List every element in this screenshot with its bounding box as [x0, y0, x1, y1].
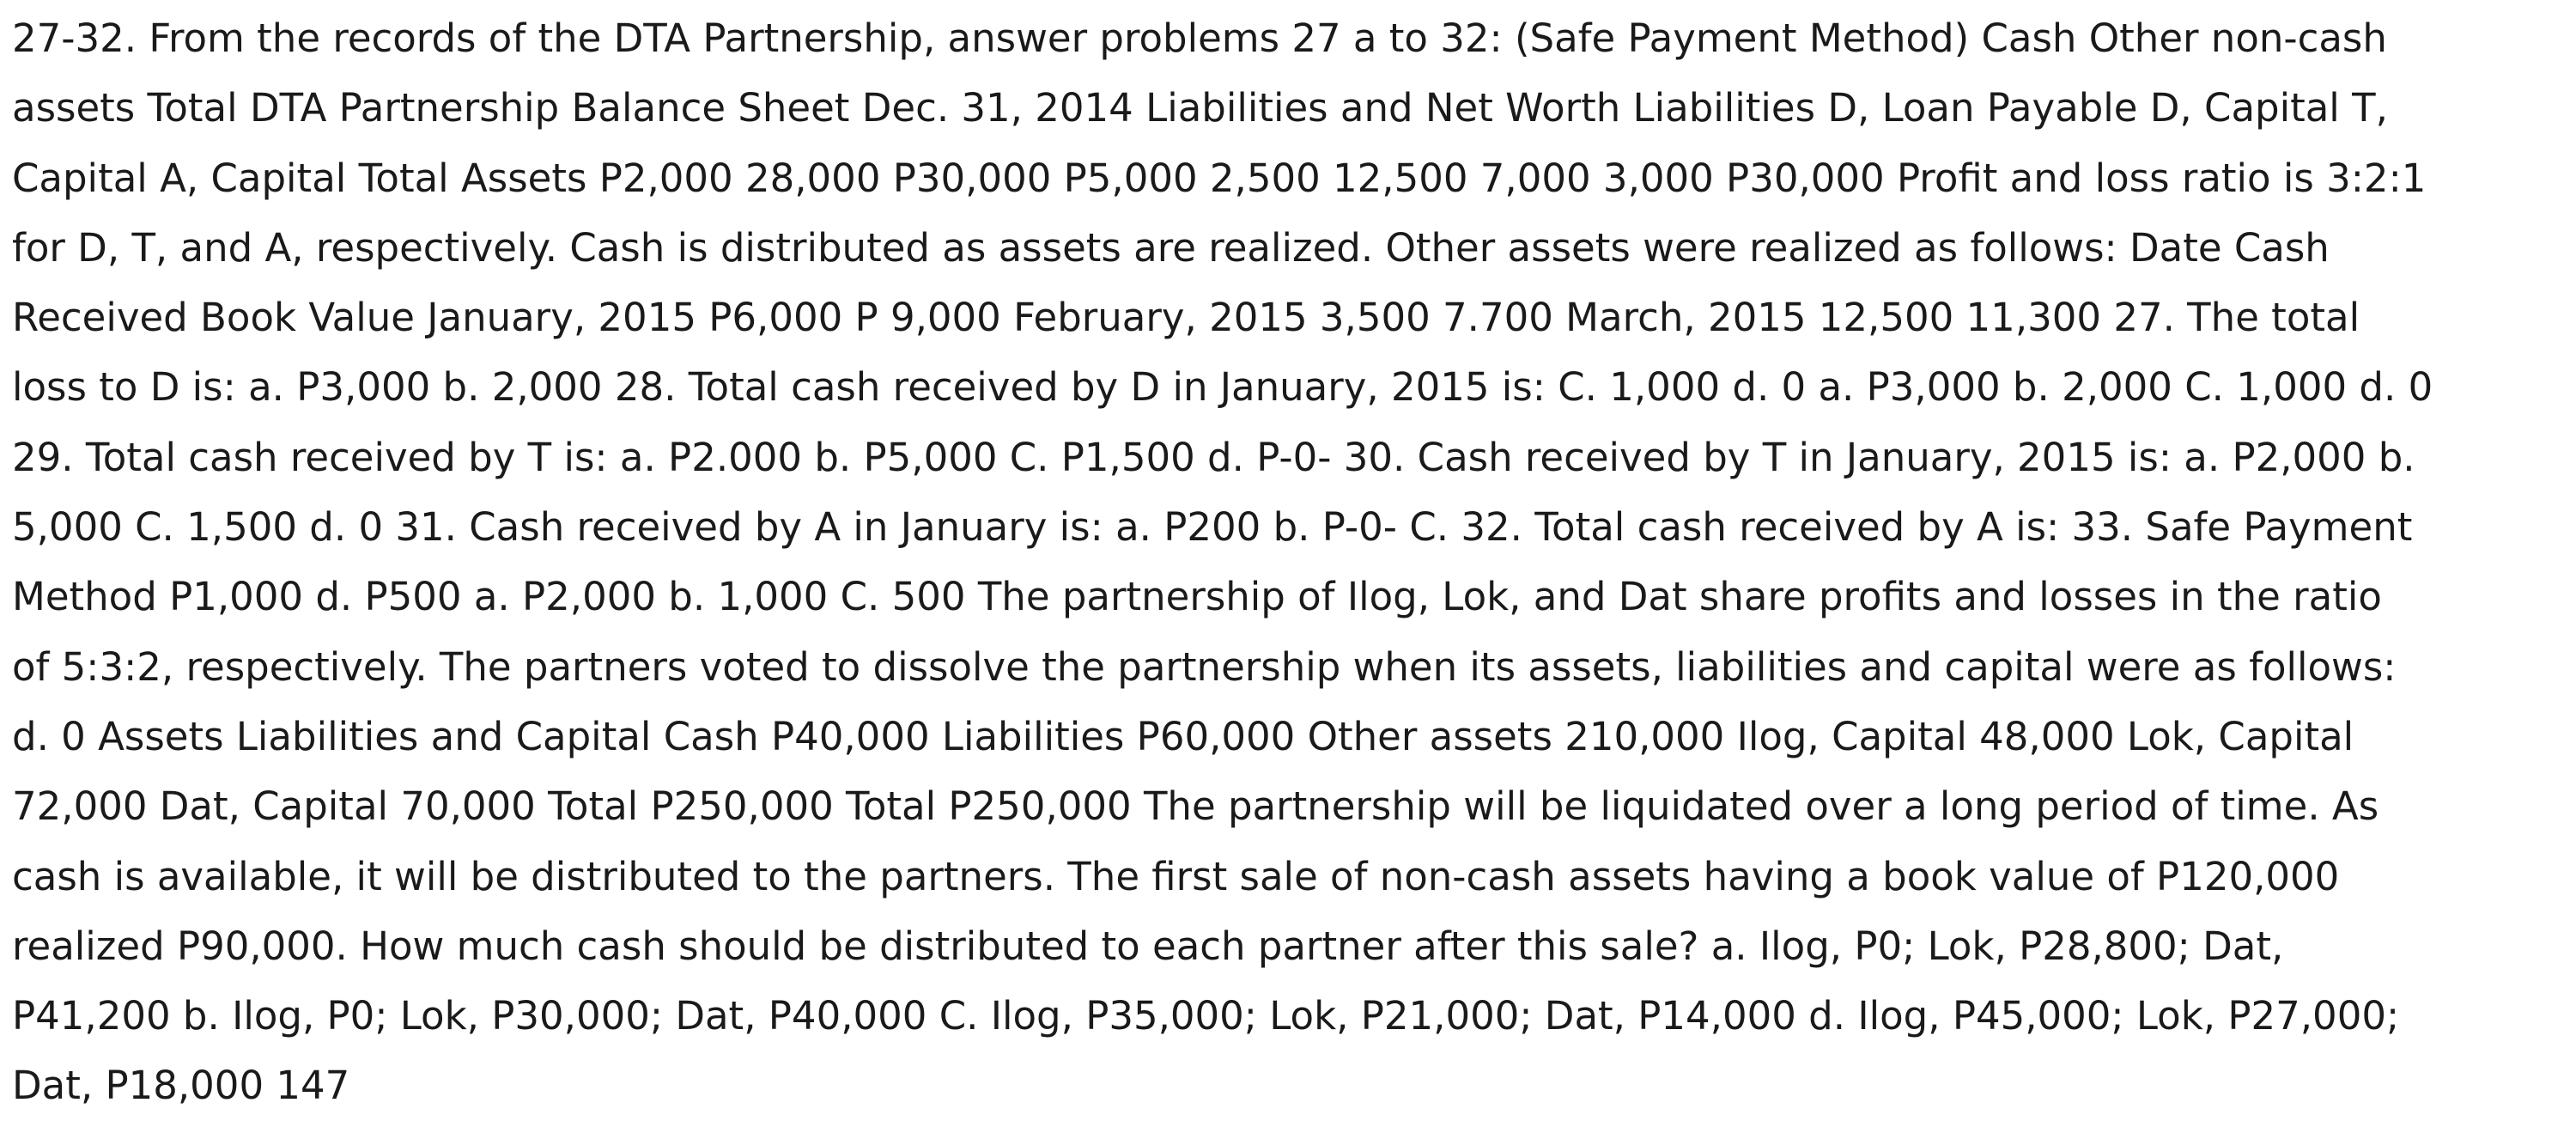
text-line-4: for D, T, and A, respectively. Cash is distributed as assets are realized. Other assets were realized as follows: Date Cash	[12, 224, 2330, 271]
text-line-11: d. 0 Assets Liabilities and Capital Cash P40,000 Liabilities P60,000 Other assets 210,000 Ilog, Capital 48,000 Lok, Capital	[12, 713, 2354, 759]
text-line-9: Method P1,000 d. P500 a. P2,000 b. 1,000 C. 500 The partnership of Ilog, Lok, and Dat share profits and losses in the ratio	[12, 574, 2382, 620]
text-line-16: Dat, P18,000 147	[12, 1063, 350, 1109]
text-line-2: assets Total DTA Partnership Balance Sheet Dec. 31, 2014 Liabilities and Net Worth Liabilities D, Loan Payable D, Capital T,	[12, 85, 2388, 131]
text-line-14: realized P90,000. How much cash should be distributed to each partner after this sale? a. Ilog, P0; Lok, P28,800; Dat,	[12, 923, 2284, 969]
text-line-6: loss to D is: a. P3,000 b. 2,000 28. Total cash received by D in January, 2015 is: C. 1,000 d. 0 a. P3,000 b. 2,000 C. 1,000 d. 0	[12, 364, 2433, 411]
text-line-12: 72,000 Dat, Capital 70,000 Total P250,000 Total P250,000 The partnership will be liquidated over a long period of time. As	[12, 783, 2379, 830]
text-line-8: 5,000 C. 1,500 d. 0 31. Cash received by A in January is: a. P200 b. P-0- C. 32. Total cash received by A is: 33. Safe Payment	[12, 504, 2413, 551]
text-line-5: Received Book Value January, 2015 P6,000 P 9,000 February, 2015 3,500 7.700 March, 2015 12,500 11,300 27. The total	[12, 295, 2360, 341]
text-line-3: Capital A, Capital Total Assets P2,000 28,000 P30,000 P5,000 2,500 12,500 7,000 3,000 P30,000 Profit and loss ratio is 3:2:1	[12, 155, 2427, 201]
text-line-1: 27-32. From the records of the DTA Partnership, answer problems 27 a to 32: (Safe Payment Method) Cash Other non-cash	[12, 15, 2387, 61]
text-line-15: P41,200 b. Ilog, P0; Lok, P30,000; Dat, P40,000 C. Ilog, P35,000; Lok, P21,000; Dat, P14,000 d. Ilog, P45,000; Lok, P27,000;	[12, 993, 2400, 1039]
text-line-13: cash is available, it will be distributed to the partners. The first sale of non-cash assets having a book value of P120,000	[12, 853, 2340, 899]
text-line-10: of 5:3:2, respectively. The partners voted to dissolve the partnership when its assets, liabilities and capital were as follows:	[12, 643, 2397, 690]
text-line-7: 29. Total cash received by T is: a. P2.000 b. P5,000 C. P1,500 d. P-0- 30. Cash received by T in January, 2015 is: a. P2,000 b.	[12, 434, 2415, 480]
